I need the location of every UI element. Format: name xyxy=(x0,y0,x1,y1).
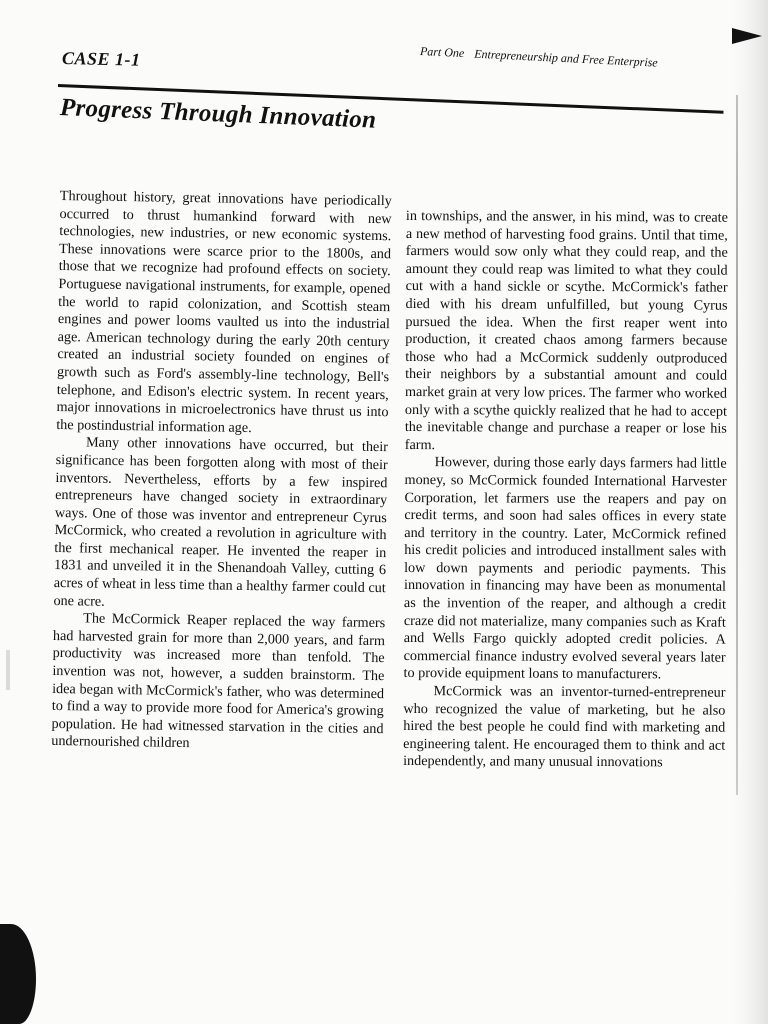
left-paragraph-2: Many other innovations have occurred, but their significance has been forgotten along with most of their inventors. Nevertheless, efforts by a few inspired entrepreneurs have changed society in extraordinary ways. One of those was inventor and entrepreneur Cyrus McCormick, who created a revolution in agriculture with the first mechanical reaper. He invented the reaper in 1831 and unveiled it in the Shenandoah Valley, cutting 6 acres of wheat in less time than a healthy farmer could cut one acre. xyxy=(53,434,389,610)
right-paragraph-1: in townships, and the answer, in his mind, was to create a new method of harvesting food grains. Until that time, farmers would sow only what they could reap, and the amount they could reap was limited to what they could cut with a hand sickle or scythe. McCormick's father died with his dream unfulfilled, but young Cyrus pursued the idea. When the first reaper went into production, it created chaos among farmers because those who had a McCormick suddenly outproduced their neighbors by a substantial amount and could market grain at very low prices. The farmer who worked only with a scythe quickly realized that he had to accept the inevitable change and purchase a reaper or lose his farm. xyxy=(404,208,728,453)
running-head xyxy=(420,44,658,71)
corner-tab-marker xyxy=(732,28,762,44)
case-label: CASE 1-1 xyxy=(61,48,141,70)
left-paragraph-3: The McCormick Reaper replaced the way farmers had harvested grain for more than 2,000 years, and farm productivity was increased more than tenfold. The invention was not, however, a sudden brainstorm. The idea began with McCormick's father, who was determined to find a way to provide more food for America's growing population. He had witnessed starvation in the cities and undernourished children xyxy=(51,610,386,752)
page-spine-shadow xyxy=(734,0,768,1024)
right-paragraph-2: However, during those early days farmers had little money, so McCormick founded International Harvester Corporation, let farmers use the reapers and pay on credit terms, and soon had sales offices in every state and territory in the country. Later, McCormick refined his credit policies and introduced installment sales with low down payments and periodic payments. This innovation in financing may have been as monumental as the invention of the reaper, and although a credit craze did not materialize, many companies such as Kraft and Wells Fargo quickly adopted credit policies. A commercial finance industry evolved several years later to provide equipment loans to manufacturers. xyxy=(403,454,727,683)
running-head-section: Entrepreneurship and Free Enterprise xyxy=(473,46,659,70)
running-head-part: Part One xyxy=(419,44,465,61)
right-column xyxy=(403,208,728,773)
left-column xyxy=(51,188,392,756)
thumb-shadow xyxy=(0,924,36,1024)
spine-edge-line xyxy=(736,95,738,795)
left-paragraph-1: Throughout history, great innovations have periodically occurred to thrust humankind forward with new technologies, new industries, or new economic systems. These innovations were scarce prior to the 1800s, and those that we recognize had profound effects on society. Portuguese navigational instruments, for example, opened the world to rapid colonization, and Scottish steam engines and power looms vaulted us into the industrial age. American technology during the early 20th century created an industrial society founded on engines of growth such as Ford's assembly-line technology, Bell's telephone, and Edison's electric system. In recent years, major innovations in microelectronics have thrust us into the postindustrial information age. xyxy=(56,188,392,436)
case-title: Progress Through Innovation xyxy=(59,94,377,134)
right-paragraph-3: McCormick was an inventor-turned-entrepreneur who recognized the value of marketing, but he also hired the best people he could find with marketing and engineering talent. He encouraged them to think and act independently, and many unusual innovations xyxy=(403,683,726,771)
scan-speck xyxy=(6,650,10,690)
